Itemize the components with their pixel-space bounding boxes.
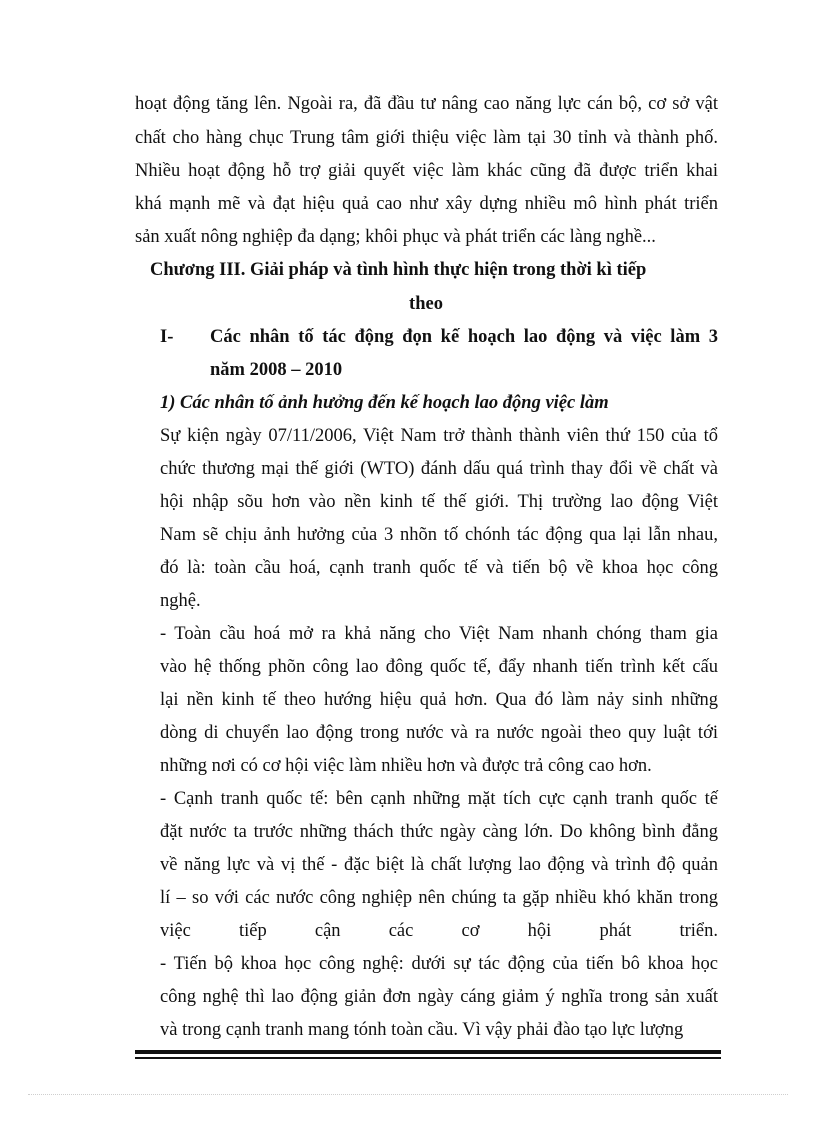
body-line-17: - Tiến bộ khoa học công nghệ: dưới sự tác động của tiến bô khoa học — [160, 954, 718, 974]
intro-line-3: Nhiều hoạt động hỗ trợ giải quyết việc làm khác cũng đã được triển khai — [135, 161, 718, 181]
footer-rule-thin — [135, 1057, 721, 1059]
body-line-8: vào hệ thống phõn công lao đông quốc tế, đẩy nhanh tiến trình kết cấu — [160, 657, 718, 677]
body-line-10: dòng di chuyển lao động trong nước và ra nước ngoài theo quy luật tới — [160, 723, 718, 743]
body-line-5: đó là: toàn cầu hoá, cạnh tranh quốc tế và tiến bộ về khoa học công — [160, 558, 718, 578]
body-line-2: chức thương mại thế giới (WTO) đánh dấu quá trình thay đổi về chất và — [160, 459, 718, 479]
body-line-15: lí – so với các nước công nghiệp nên chúng ta gặp nhiều khó khăn trong — [160, 888, 718, 908]
body-line-6: nghệ. — [160, 591, 201, 611]
body-line-16: việc tiếp cận các cơ hội phát triển. — [160, 921, 718, 941]
section-title-line-2: năm 2008 – 2010 — [210, 360, 343, 380]
body-line-12: - Cạnh tranh quốc tế: bên cạnh những mặt tích cực cạnh tranh quốc tế — [160, 789, 718, 809]
section-title-line-1: Các nhân tố tác động đọn kế hoạch lao động và việc làm 3 — [210, 327, 718, 347]
body-line-18: công nghệ thì lao động giản đơn ngày cáng giảm ý nghĩa trong sản xuất — [160, 987, 718, 1007]
body-line-1: Sự kiện ngày 07/11/2006, Việt Nam trở thành thành viên thứ 150 của tổ — [160, 426, 718, 446]
body-line-11: những nơi có cơ hội việc làm nhiều hơn và được trả công cao hơn. — [160, 756, 652, 776]
body-line-19: và trong cạnh tranh mang tónh toàn cầu. Vì vậy phải đào tạo lực lượng — [160, 1020, 684, 1040]
footer-rule-thick — [135, 1050, 721, 1054]
body-line-3: hội nhập sõu hơn vào nền kinh tế thế giới. Thị trường lao động Việt — [160, 492, 718, 512]
body-line-14: về năng lực và vị thế - đặc biệt là chất lượng lao động và trình độ quản — [160, 855, 718, 875]
page-bottom-dotted-divider — [28, 1094, 788, 1095]
section-number: I- — [160, 327, 174, 347]
chapter-heading-line-2: theo — [409, 294, 443, 314]
body-line-7: - Toàn cầu hoá mở ra khả năng cho Việt Nam nhanh chóng tham gia — [160, 624, 718, 644]
intro-line-5: sản xuất nông nghiệp đa dạng; khôi phục và phát triển các làng nghề... — [135, 227, 656, 247]
intro-line-2: chất cho hàng chục Trung tâm giới thiệu việc làm tại 30 tỉnh và thành phố. — [135, 128, 718, 148]
intro-line-4: khá mạnh mẽ và đạt hiệu quả cao như xây dựng nhiều mô hình phát triển — [135, 194, 718, 214]
chapter-heading-line-1: Chương III. Giải pháp và tình hình thực hiện trong thời kì tiếp — [150, 260, 647, 280]
body-line-4: Nam sẽ chịu ảnh hưởng của 3 nhõn tố chónh tác động qua lại lẫn nhau, — [160, 525, 718, 545]
intro-line-1: hoạt động tăng lên. Ngoài ra, đã đầu tư nâng cao năng lực cán bộ, cơ sở vật — [135, 94, 718, 114]
subsection-title: 1) Các nhân tố ảnh hưởng đến kế hoạch lao động việc làm — [160, 393, 609, 413]
body-line-13: đặt nước ta trước những thách thức ngày càng lớn. Do không bình đẳng — [160, 822, 718, 842]
body-line-9: lại nền kinh tế theo hướng hiệu quả hơn. Qua đó làm nảy sinh những — [160, 690, 718, 710]
